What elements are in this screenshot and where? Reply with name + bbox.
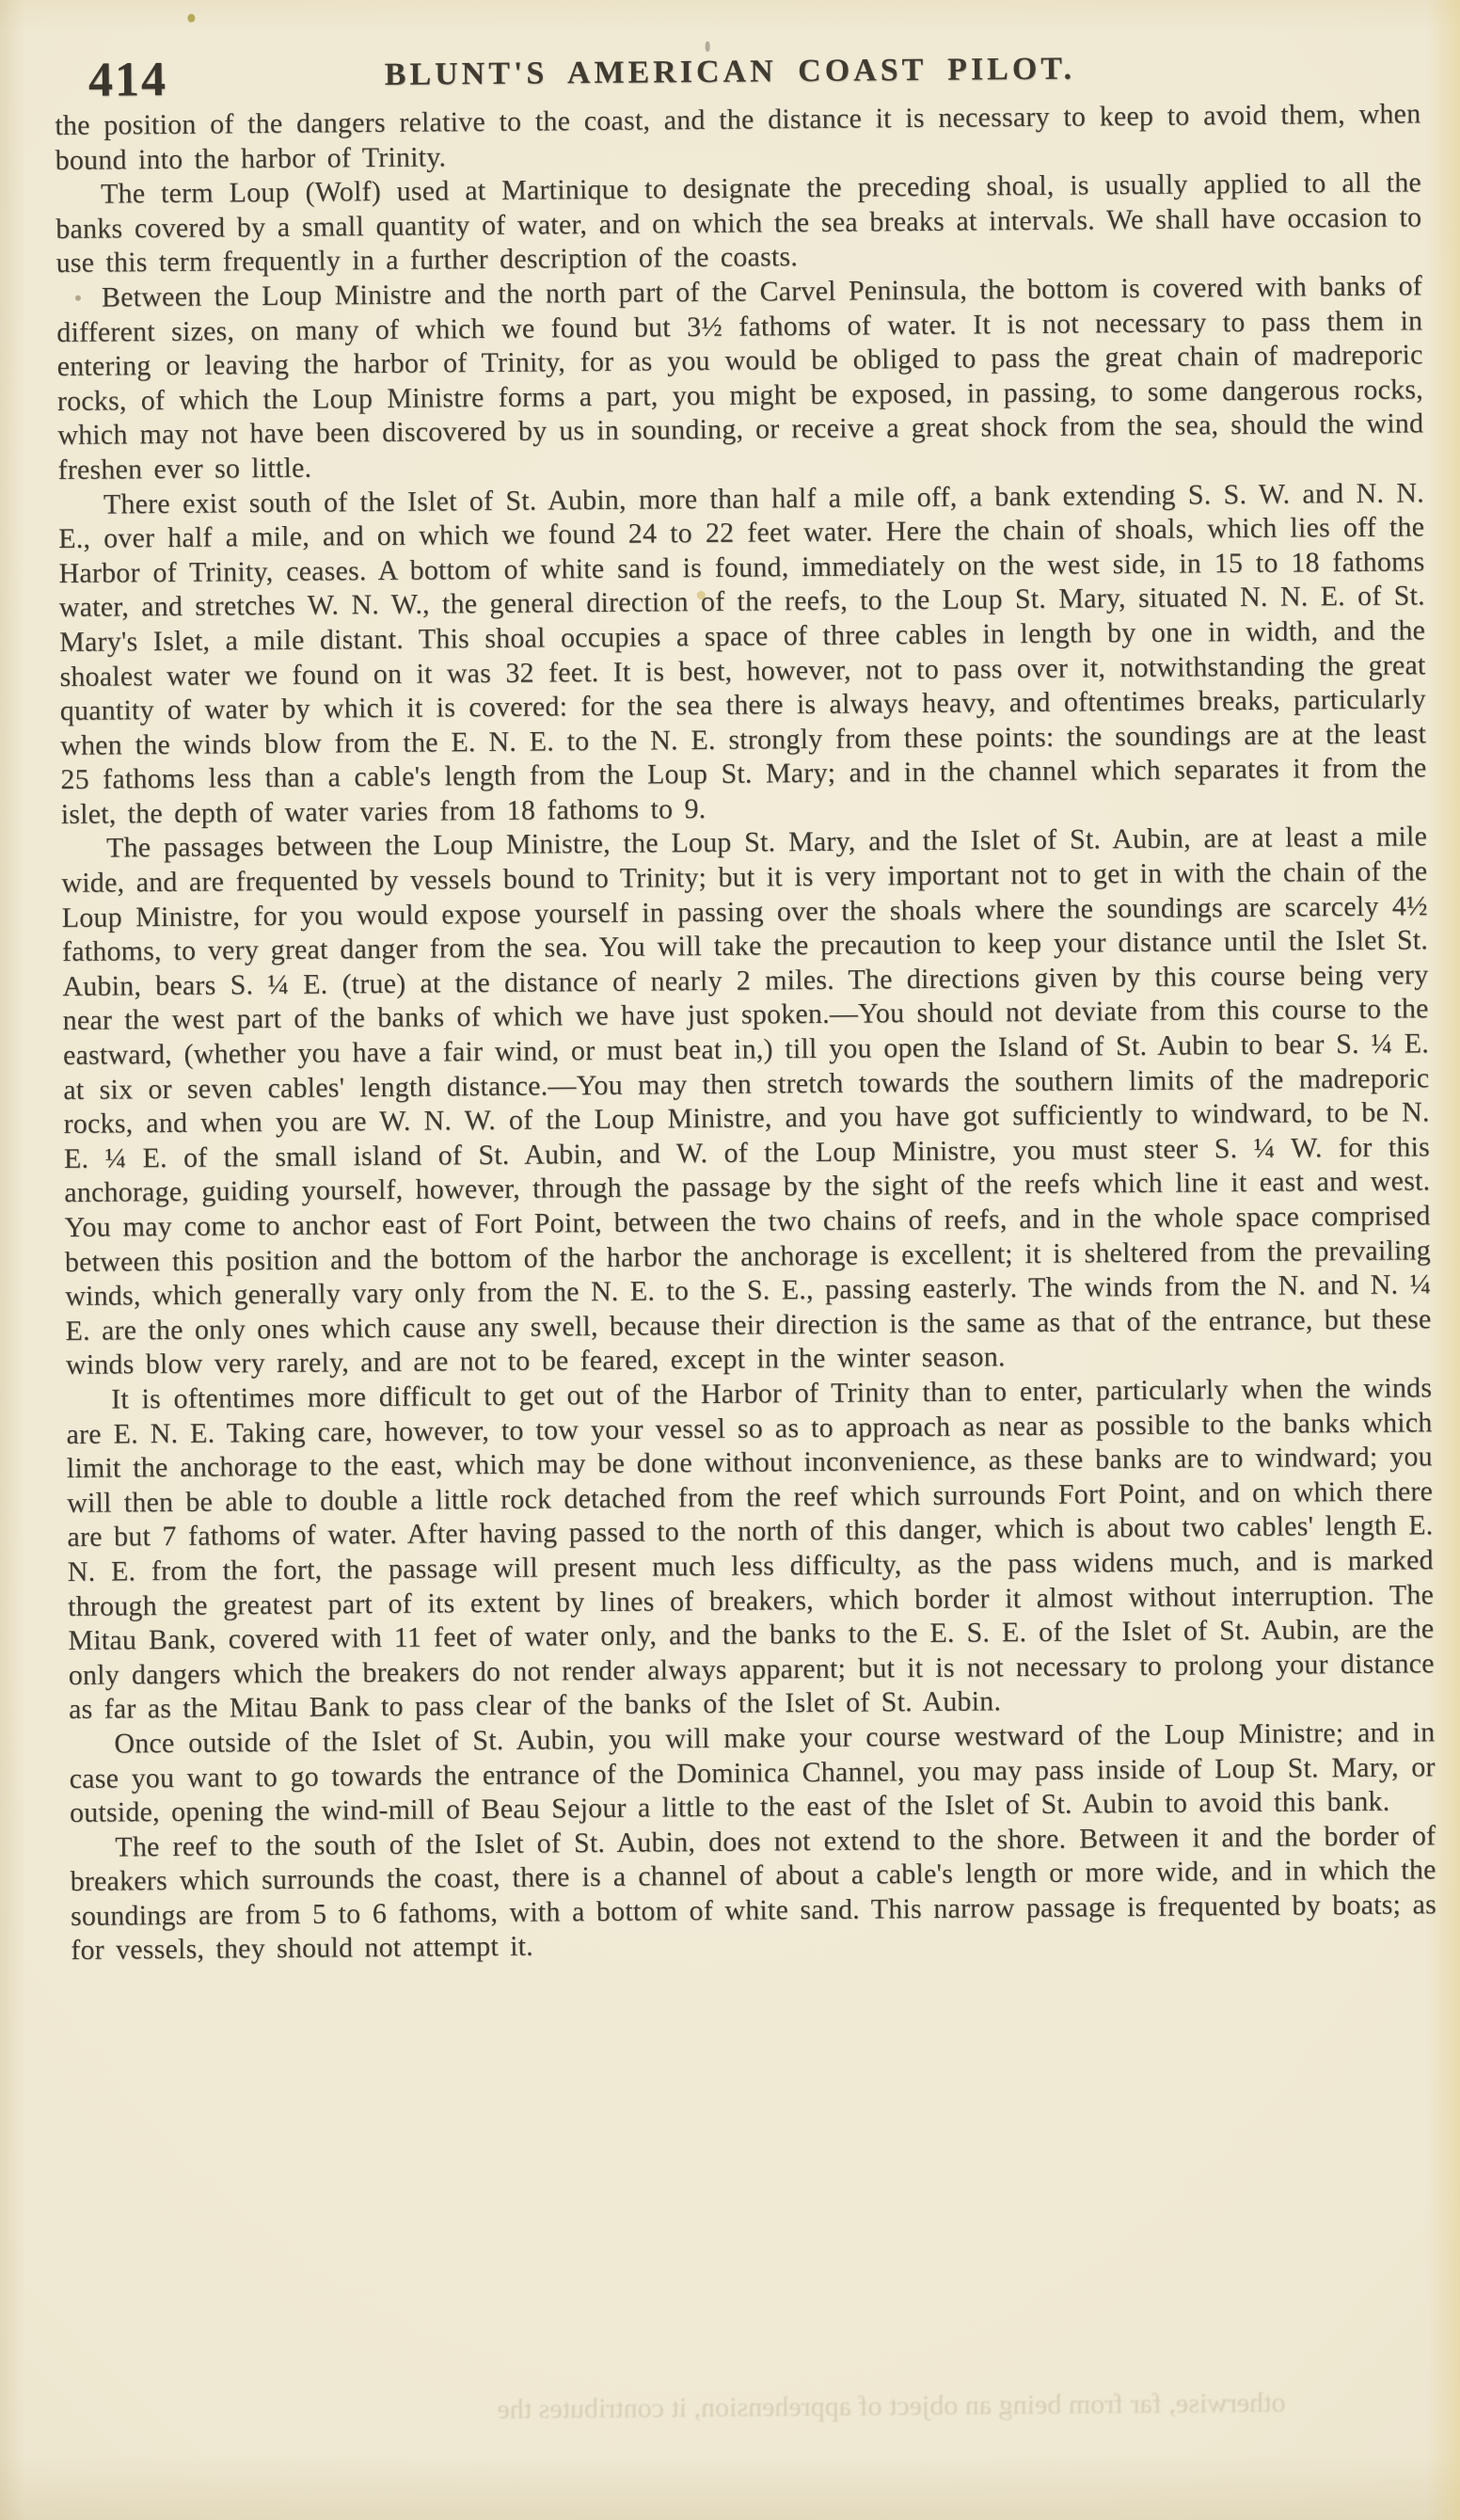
body-paragraph: It is oftentimes more difficult to get out of the Harbor of Trinity than to enter, particularly when the winds are E. N. E. Taking care, however, to tow your vessel so as to approach as near as possible to the banks which limit the anchorage to the east, which may be done without inconvenience, as these banks are to windward; you will then be able to double a little rock detached from the reef which surrounds Fort Point, and on which there are but 7 fathoms of water. After having passed to the north of this danger, which is about two cables' length E. N. E. from the fort, the passage will present much less difficulty, as the pass widens much, and is marked through the greatest part of its extent by lines of breakers, which border it almost without interruption. The Mitau Bank, covered with 11 feet of water only, and the banks to the E. S. E. of the Islet of St. Aubin, are the only dangers which the breakers do not render always apparent; but it is not necessary to prolong your distance as far as the Mitau Bank to pass clear of the banks of the Islet of St. Aubin. — [66, 1372, 1435, 1726]
page-number: 414 — [87, 52, 168, 107]
paper-speck — [75, 295, 81, 301]
running-header: BLUNT'S AMERICAN COAST PILOT. — [384, 51, 1076, 92]
body-paragraph: The passages between the Loup Ministre, the Loup St. Mary, and the Islet of St. Aubin, are at least a mile wide, and are frequented by vessels bound to Trinity; but it is very important not to get in with the chain of the Loup Ministre, for you would expose yourself in passing over the shoals where the soundings are scarcely 4½ fathoms, to very great danger from the sea. You will take the precaution to keep your distance until the Islet St. Aubin, bears S. ¼ E. (true) at the distance of nearly 2 miles. The directions given by this course being very near the west part of the banks of which we have just spoken.—You should not deviate from this course to the eastward, (whether you have a fair wind, or must beat in,) till you open the Island of St. Aubin to bear S. ¼ E. at six or seven cables' length distance.—You may then stretch towards the southern limits of the madreporic rocks, and when you are W. N. W. of the Loup Ministre, and you have got sufficiently to windward, to be N. E. ¼ E. of the small island of St. Aubin, and W. of the Loup Ministre, you must steer S. ¼ W. for this anchorage, guiding yourself, however, through the passage by the sight of the reefs which line it east and west. You may come to anchor east of Fort Point, between the two chains of reefs, and in the whole space comprised between this position and the bottom of the harbor the anchorage is excellent; it is sheltered from the prevailing winds, which generally vary only from the N. E. to the S. E., passing easterly. The winds from the N. and N. ¼ E. are the only ones which cause any swell, because their direction is the same as that of the entrance, but these winds blow very rarely, and are not to be feared, except in the winter season. — [61, 821, 1432, 1381]
page-body — [55, 97, 1436, 1969]
paper-speck — [697, 591, 706, 599]
paper-speck — [187, 14, 195, 23]
body-paragraph: the position of the dangers relative to the coast, and the distance it is necessary to keep to avoid them, when bound into the harbor of Trinity. — [55, 98, 1421, 176]
body-paragraph: The reef to the south of the Islet of St. Aubin, does not extend to the shore. Between it and the border of breakers which surrounds the coast, there is a channel of about a cable's length or more wide, and in which the soundings are from 5 to 6 fathoms, with a bottom of white sand. This narrow passage is frequented by boats; as for vessels, they should not attempt it. — [70, 1819, 1437, 1967]
paper-speck — [706, 41, 710, 52]
body-paragraph: Between the Loup Ministre and the north part of the Carvel Peninsula, the bottom is covered with banks of different sizes, on many of which we found but 3½ fathoms of water. It is not necessary to pass them in entering or leaving the harbor of Trinity, for as you would be obliged to pass the great chain of madreporic rocks, of which the Loup Ministre forms a part, you might be exposed, in passing, to some dangerous rocks, which may not have been discovered by us in sounding, or receive a great shock from the sea, should the wind freshen ever so little. — [56, 270, 1424, 486]
body-paragraph: Once outside of the Islet of St. Aubin, you will make your course westward of the Loup Ministre; and in case you want to go towards the entrance of the Dominica Channel, you may pass inside of Loup St. Mary, or outside, opening the wind-mill of Beau Sejour a little to the east of the Islet of St. Aubin to avoid this bank. — [69, 1716, 1436, 1829]
bleed-through-text: otherwise, far from being an object of apprehension, it contributes the — [497, 2386, 1286, 2426]
body-paragraph: There exist south of the Islet of St. Aubin, more than half a mile off, a bank extending S. S. W. and N. N. E., over half a mile, and on which we found 24 to 22 feet water. Here the chain of shoals, which lies off the Harbor of Trinity, ceases. A bottom of white sand is found, immediately on the west side, in 15 to 18 fathoms water, and stretches W. N. W., the general direction of the reefs, to the Loup St. Mary, situated N. N. E. of St. Mary's Islet, a mile distant. This shoal occupies a space of three cables in length by one in width, and the shoalest water we found on it was 32 feet. It is best, however, not to pass over it, notwithstanding the great quantity of water by which it is covered: for the sea there is always heavy, and oftentimes breaks, particularly when the winds blow from the E. N. E. to the N. E. strongly from these points: the soundings are at the least 25 fathoms less than a cable's length from the Loup St. Mary; and in the channel which separates it from the islet, the depth of water varies from 18 fathoms to 9. — [58, 476, 1427, 830]
body-paragraph: The term Loup (Wolf) used at Martinique to designate the preceding shoal, is usually applied to all the banks covered by a small quantity of water, and on which the sea breaks at intervals. We shall have occasion to use this term frequently in a further description of the coasts. — [56, 167, 1422, 279]
